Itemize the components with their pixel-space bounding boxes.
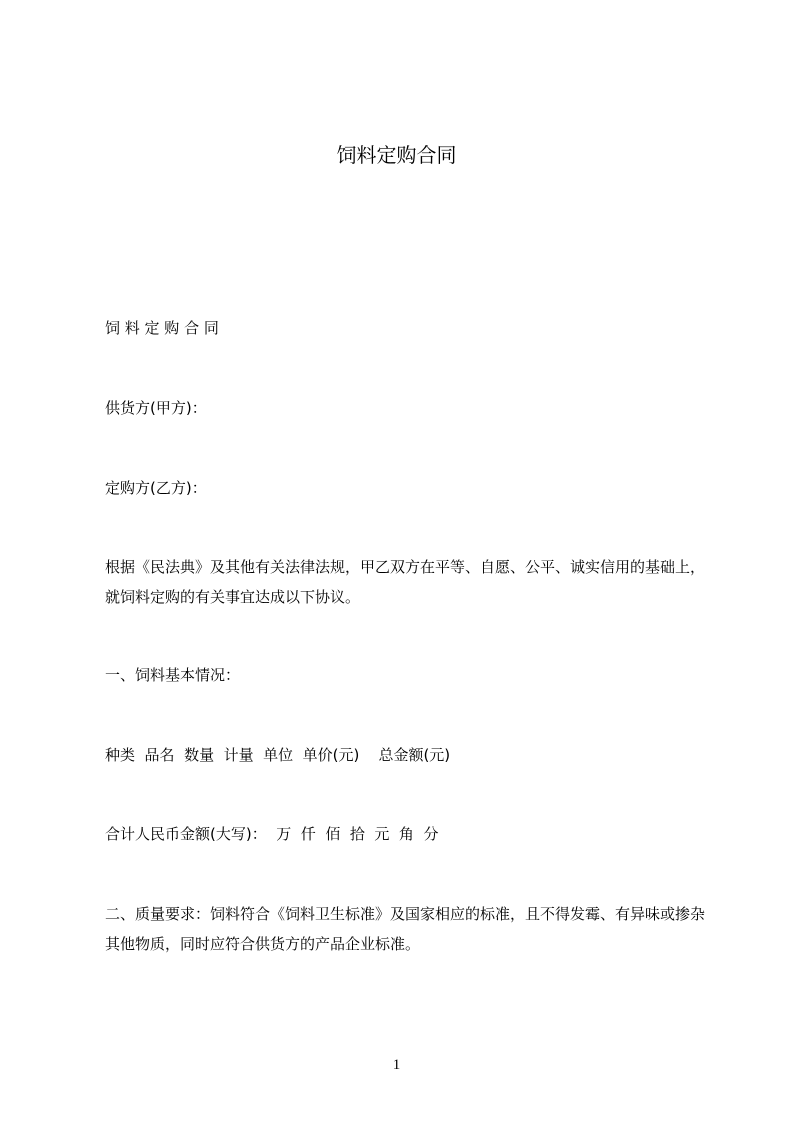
contract-subtitle: 饲 料 定 购 合 同 bbox=[105, 319, 219, 337]
section-1-heading: 一、饲料基本情况： bbox=[105, 666, 241, 684]
section-2-paragraph: 二、质量要求：饲料符合《饲料卫生标准》及国家相应的标准，且不得发霉、有异味或掺杂其他物质，同时应符合供货方的产品企业标准。 bbox=[105, 905, 706, 953]
page-title: 饲料定购合同 bbox=[336, 143, 457, 167]
buyer-label: 定购方(乙方)： bbox=[105, 479, 207, 497]
preamble-paragraph: 根据《民法典》及其他有关法律法规，甲乙双方在平等、自愿、公平、诚实信用的基础上，就饲料定购的有关事宜达成以下协议。 bbox=[105, 558, 706, 606]
total-amount-line: 合计人民币金额(大写)： 万 仟 佰 拾 元 角 分 bbox=[105, 825, 439, 843]
feed-table-header: 种类 品名 数量 计量 单位 单价(元) 总金额(元) bbox=[105, 746, 451, 764]
page-number: 1 bbox=[392, 1057, 401, 1073]
supplier-label: 供货方(甲方)： bbox=[105, 399, 207, 417]
